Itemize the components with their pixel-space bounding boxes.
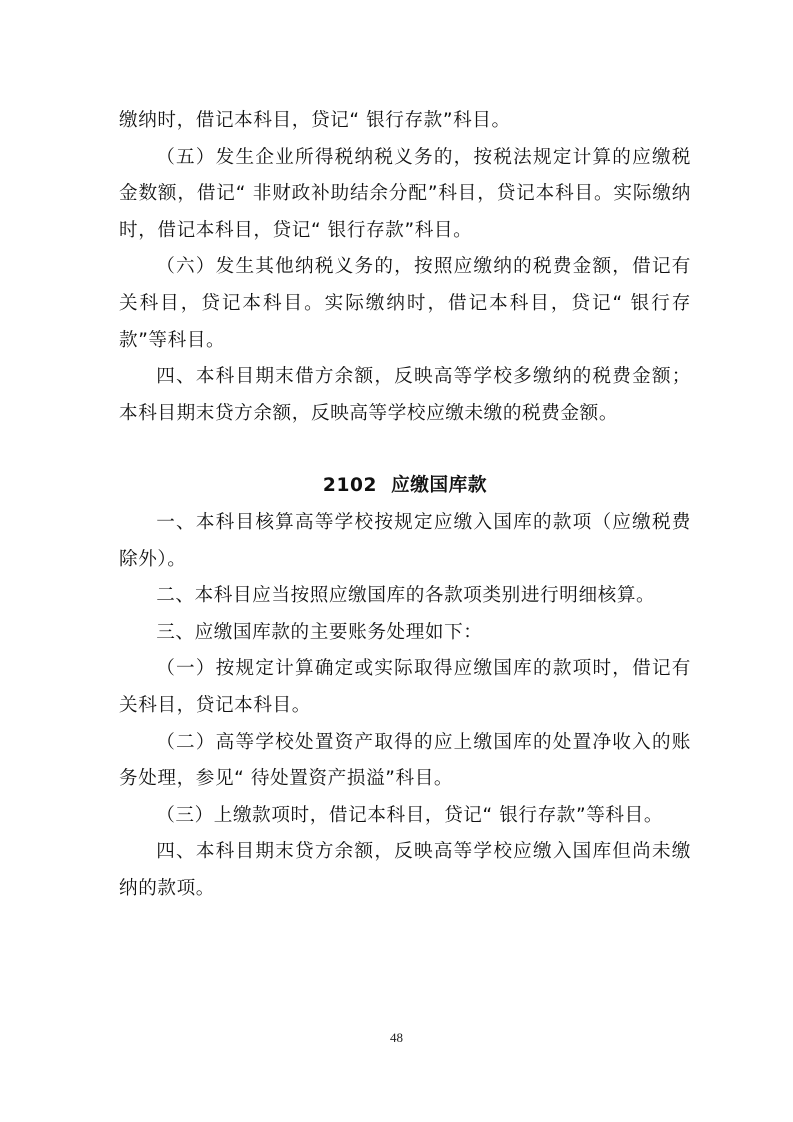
paragraph-balance: 四、本科目期末借方余额，反映高等学校多缴纳的税费金额；本科目期末贷方余额，反映高等学校应缴未缴的税费金额。 [119, 366, 691, 424]
section-title: 应缴国库款 [391, 475, 488, 497]
section-heading-2102 [119, 468, 691, 505]
paragraph-main-treatment: 三、应缴国库款的主要账务处理如下： [156, 621, 483, 643]
page-content [119, 103, 691, 907]
paragraph-item-1: （一）按规定计算确定或实际取得应缴国库的款项时，借记有关科目，贷记本科目。 [119, 658, 691, 716]
paragraph-ending-balance: 四、本科目期末贷方余额，反映高等学校应缴入国库但尚未缴纳的款项。 [119, 841, 691, 899]
paragraph-scope: 一、本科目核算高等学校按规定应缴入国库的款项（应缴税费除外）。 [119, 511, 691, 570]
paragraph-item-6: （六）发生其他纳税义务的，按照应缴纳的税费金额，借记有关科目，贷记本科目。实际缴纳时，借记本科目，贷记“ 银行存款”等科目。 [119, 256, 691, 351]
paragraph-item-2: （二）高等学校处置资产取得的应上缴国库的处置净收入的账务处理，参见“ 待处置资产损溢”科目。 [119, 731, 691, 790]
paragraph-detail-accounting: 二、本科目应当按照应缴国库的各款项类别进行明细核算。 [156, 585, 656, 607]
section-code: 2102 [322, 475, 378, 497]
paragraph-continuation: 缴纳时，借记本科目，贷记“ 银行存款”科目。 [119, 110, 511, 131]
page-number: 48 [390, 1030, 403, 1045]
paragraph-item-3: （三）上缴款项时，借记本科目，贷记“ 银行存款”等科目。 [156, 804, 664, 826]
paragraph-item-5: （五）发生企业所得税纳税义务的，按税法规定计算的应缴税金数额，借记“ 非财政补助结余分配”科目，贷记本科目。实际缴纳时，借记本科目，贷记“ 银行存款”科目。 [119, 146, 691, 241]
